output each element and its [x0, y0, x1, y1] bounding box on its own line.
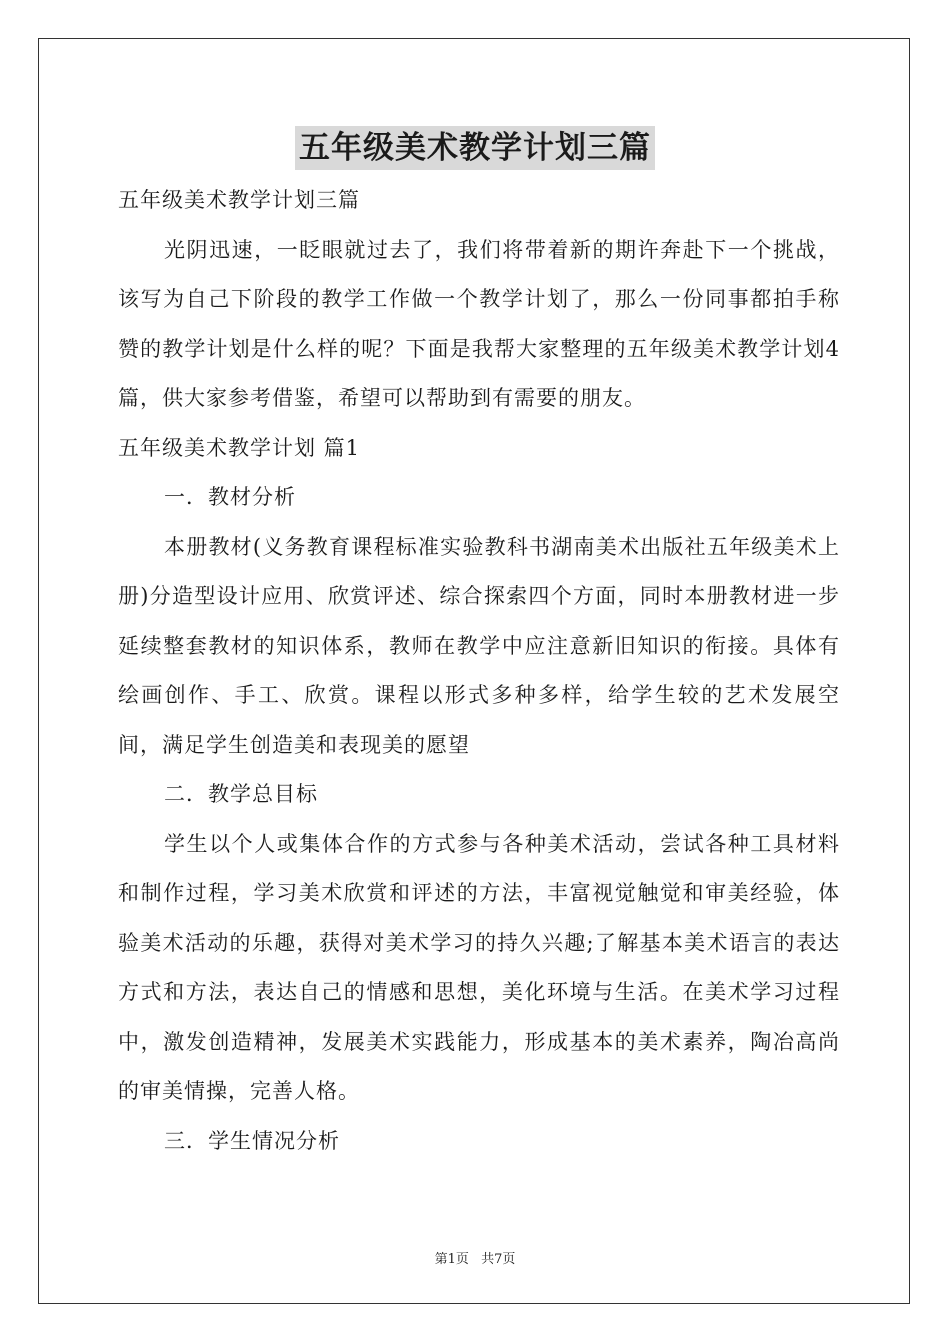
heading-student-analysis: 三．学生情况分析	[164, 1128, 340, 1153]
heading-teaching-goals: 二．教学总目标	[164, 782, 318, 806]
title-container	[0, 126, 950, 170]
subtitle-line: 五年级美术教学计划三篇	[118, 188, 360, 212]
page-total: 共7页	[481, 1252, 516, 1267]
paragraph-textbook-analysis: 本册教材(义务教育课程标准实验教科书湖南美术出版社五年级美术上册)分造型设计应用、欣赏评述、综合探索四个方面，同时本册教材进一步延续整套教材的知识体系，教师在教学中应注意新旧知识的衔接。具体有绘画创作、手工、欣赏。课程以形式多种多样，给学生较的艺术发展空间，满足学生创造美和表现美的愿望	[118, 534, 840, 757]
heading-textbook-analysis: 一．教材分析	[164, 485, 296, 509]
paragraph-teaching-goals: 学生以个人或集体合作的方式参与各种美术活动，尝试各种工具材料和制作过程，学习美术欣赏和评述的方法，丰富视觉触觉和审美经验，体验美术活动的乐趣，获得对美术学习的持久兴趣;了解基本美术语言的表达方式和方法，表达自己的情感和思想，美化环境与生活。在美术学习过程中，激发创造精神，发展美术实践能力，形成基本的美术素养，陶冶高尚的审美情操，完善人格。	[118, 831, 840, 1103]
section-heading: 五年级美术教学计划 篇1	[118, 435, 361, 460]
page-number: 第1页	[434, 1252, 469, 1267]
page-footer	[0, 1248, 950, 1267]
document-title: 五年级美术教学计划三篇	[295, 126, 655, 170]
intro-paragraph: 光阴迅速，一眨眼就过去了，我们将带着新的期许奔赴下一个挑战，该写为自己下阶段的教学工作做一个教学计划了，那么一份同事都拍手称赞的教学计划是什么样的呢？下面是我帮大家整理的五年级美术教学计划4篇，供大家参考借鉴，希望可以帮助到有需要的朋友。	[118, 237, 840, 410]
document-body	[118, 176, 840, 1166]
